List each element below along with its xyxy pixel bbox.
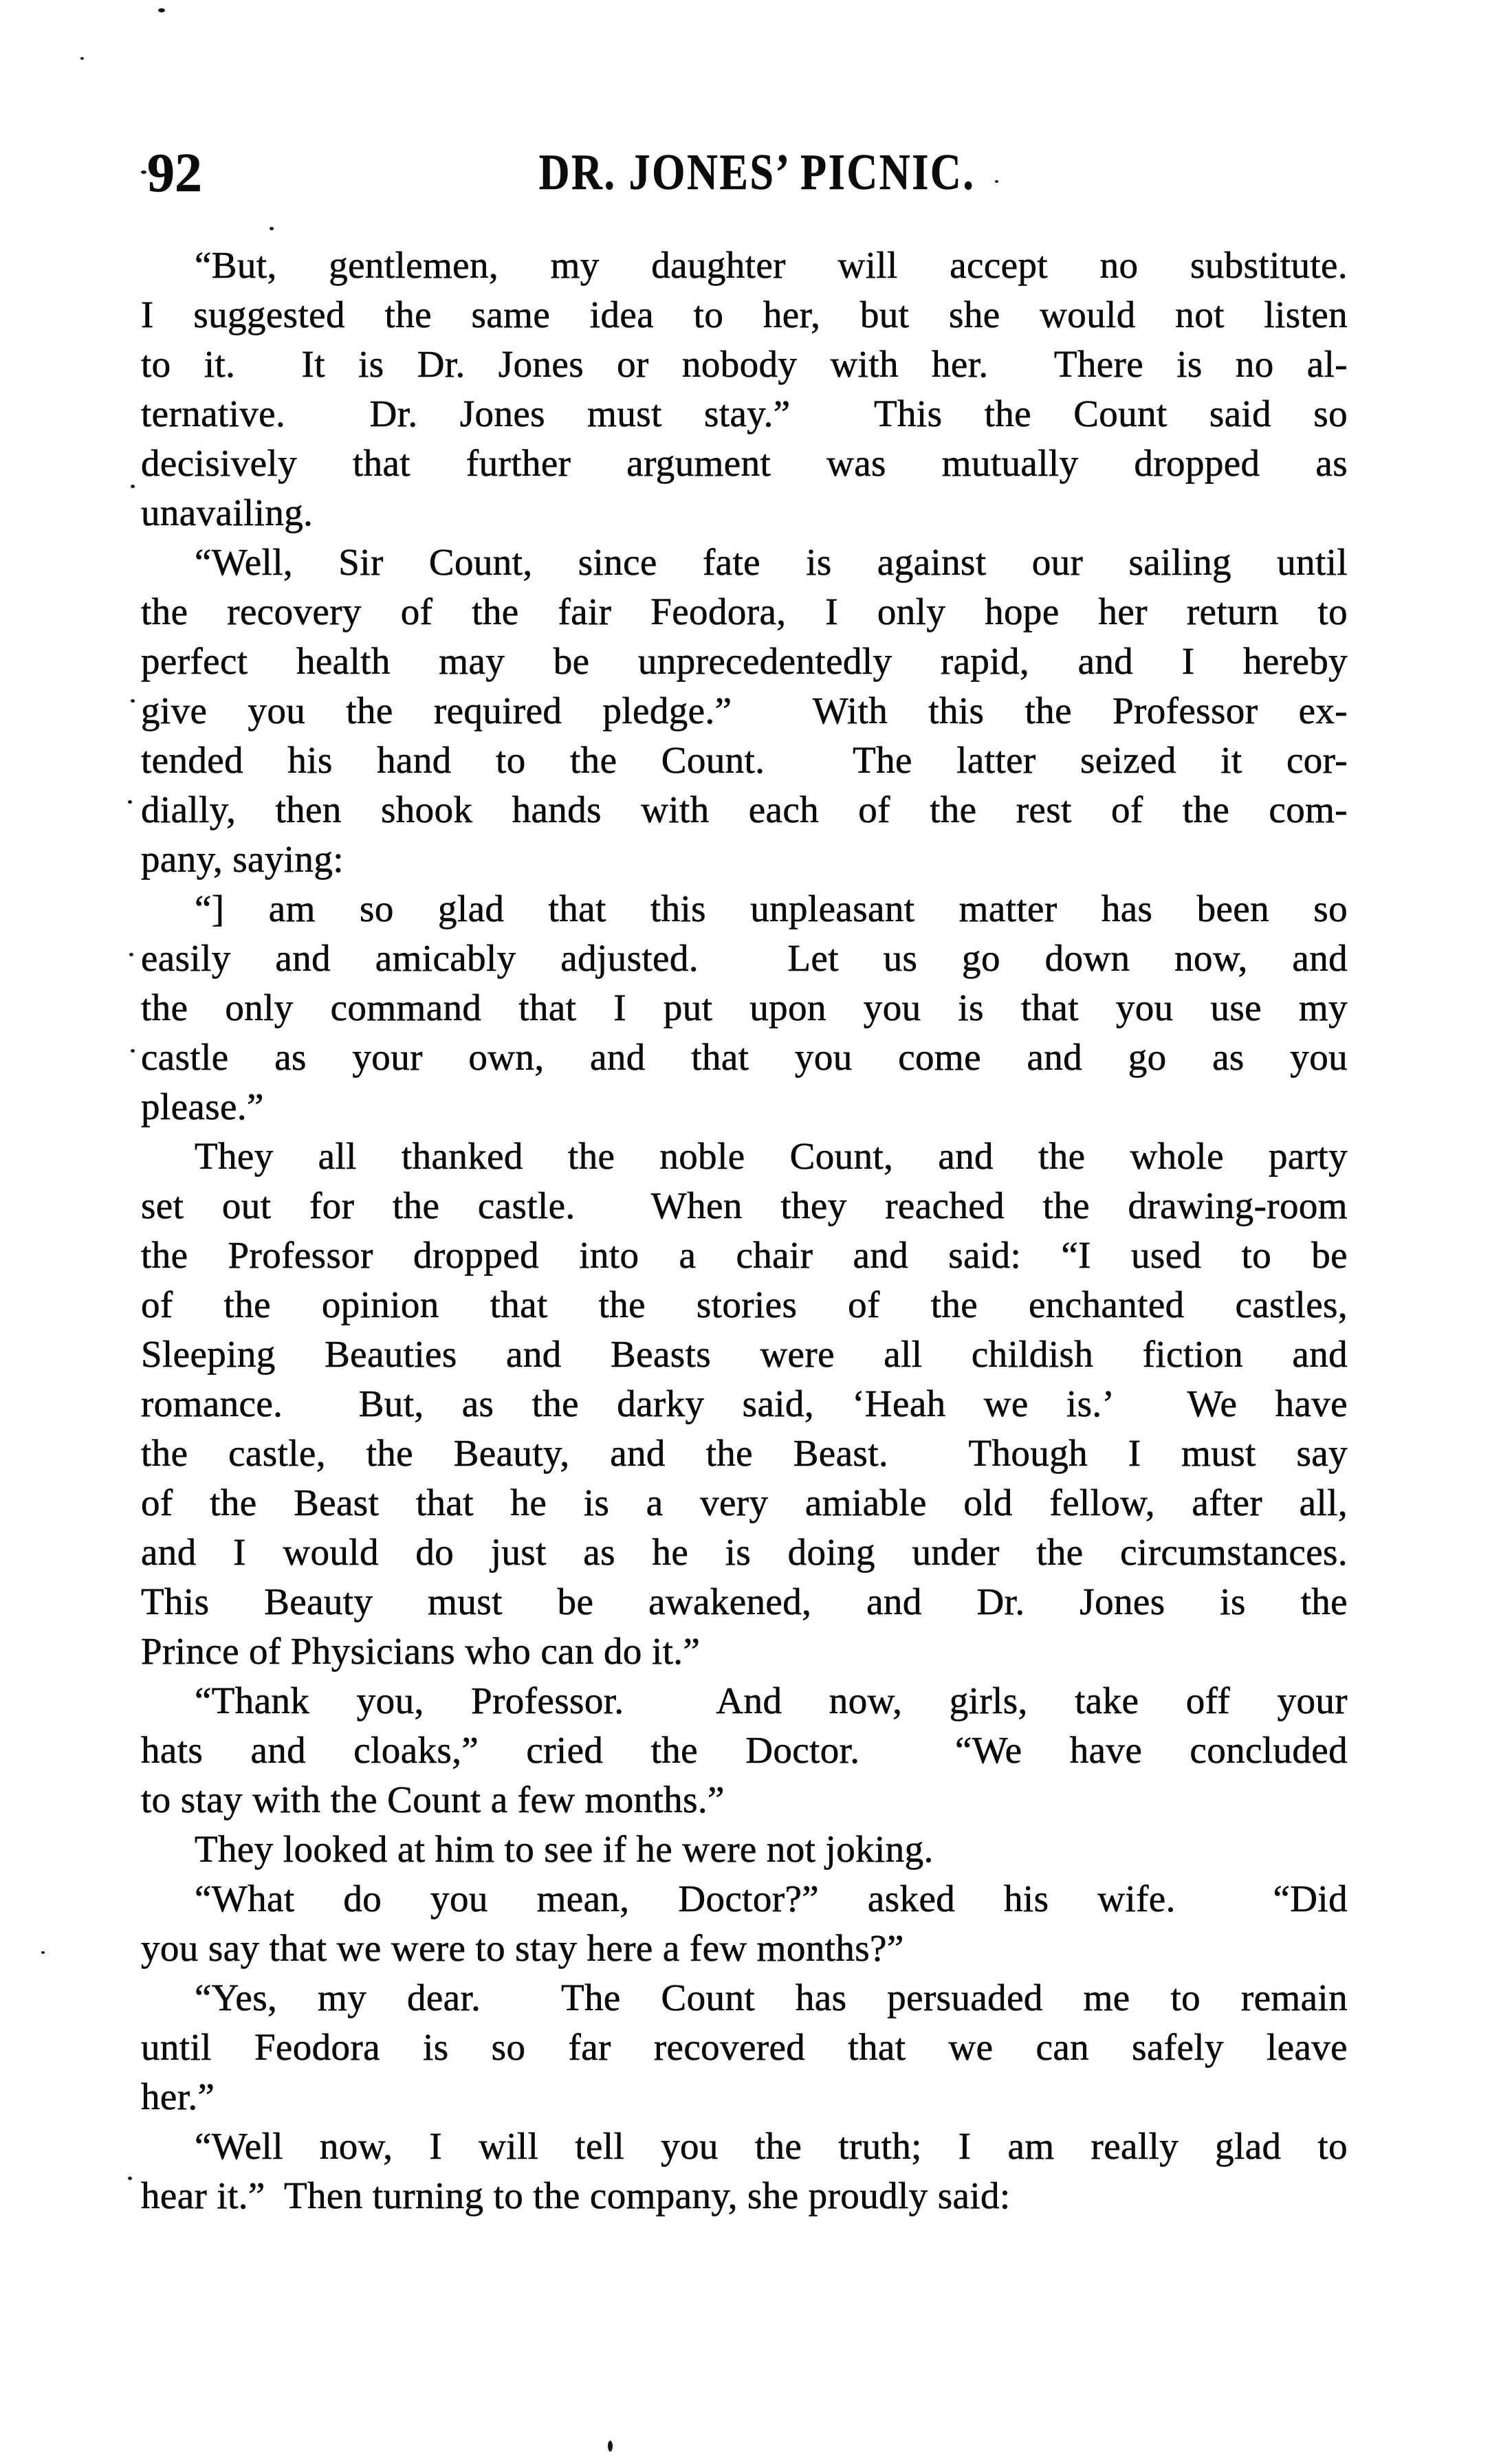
- text-line: “But, gentlemen, my daughter will accept no substitute.: [195, 244, 1348, 286]
- text-line: unavailing.: [141, 492, 314, 534]
- text-line: the recovery of the fair Feodora, I only hope her return to: [141, 591, 1348, 632]
- text-line: tended his hand to the Count. The latter seized it cor-: [141, 739, 1348, 781]
- text-line: I suggested the same idea to her, but she would not listen: [141, 294, 1348, 336]
- text-line: “What do you mean, Doctor?” asked his wife. “Did: [195, 1878, 1348, 1920]
- scan-speck: [128, 800, 132, 804]
- scan-speck: [141, 170, 146, 174]
- text-line: please.”: [141, 1086, 264, 1128]
- text-line: Sleeping Beauties and Beasts were all childish fiction and: [141, 1333, 1348, 1375]
- scan-speck: [270, 227, 274, 230]
- paragraph: [141, 1874, 1348, 1973]
- scan-speck: [995, 180, 998, 183]
- text-line: castle as your own, and that you come and go as you: [141, 1036, 1348, 1078]
- scan-speck: [131, 699, 135, 703]
- text-line: set out for the castle. When they reached the drawing-room: [141, 1185, 1348, 1226]
- scan-speck: [41, 1951, 45, 1954]
- paragraph: [141, 1132, 1348, 1676]
- text-line: give you the required pledge.” With this the Professor ex-: [141, 690, 1348, 732]
- text-line: dially, then shook hands with each of the rest of the com-: [141, 789, 1348, 830]
- text-line: “Well now, I will tell you the truth; I am really glad to: [195, 2125, 1348, 2167]
- text-line: her.”: [141, 2076, 215, 2118]
- text-line: This Beauty must be awakened, and Dr. Jones is the: [141, 1581, 1348, 1622]
- page-body-text: [141, 241, 1348, 2221]
- text-line: They all thanked the noble Count, and the whole party: [195, 1135, 1348, 1177]
- text-line: “Thank you, Professor. And now, girls, take off your: [195, 1680, 1348, 1722]
- text-line: “Yes, my dear. The Count has persuaded me to remain: [195, 1977, 1348, 2018]
- text-line: hats and cloaks,” cried the Doctor. “We have concluded: [141, 1729, 1348, 1771]
- text-line: until Feodora is so far recovered that we can safely leave: [141, 2026, 1348, 2068]
- paragraph: [141, 1676, 1348, 1825]
- text-line: Prince of Physicians who can do it.”: [141, 1630, 701, 1672]
- paragraph: [141, 884, 1348, 1132]
- scan-speck: [608, 2441, 613, 2452]
- text-line: of the opinion that the stories of the enchanted castles,: [141, 1284, 1348, 1326]
- text-line: decisively that further argument was mutually dropped as: [141, 442, 1348, 484]
- text-line: pany, saying:: [141, 838, 344, 880]
- text-line: the Professor dropped into a chair and said: “I used to be: [141, 1234, 1348, 1276]
- text-line: you say that we were to stay here a few months?”: [141, 1927, 904, 1969]
- scan-speck: [158, 8, 165, 12]
- text-line: romance. But, as the darky said, ‘Heah we is.’ We have: [141, 1383, 1348, 1424]
- text-line: the castle, the Beauty, and the Beast. Though I must say: [141, 1432, 1348, 1474]
- scan-speck: [129, 953, 133, 956]
- paragraph: [141, 2122, 1348, 2221]
- page-number: 92: [147, 143, 202, 204]
- text-line: hear it.” Then turning to the company, she proudly said:: [141, 2175, 1011, 2216]
- scan-speck: [131, 1049, 135, 1053]
- text-line: easily and amicably adjusted. Let us go down now, and: [141, 937, 1348, 979]
- paragraph: [141, 538, 1348, 884]
- text-line: ternative. Dr. Jones must stay.” This the Count said so: [141, 393, 1348, 434]
- paragraph: [141, 1973, 1348, 2122]
- text-line: to stay with the Count a few months.”: [141, 1779, 725, 1820]
- scan-speck: [128, 2177, 132, 2180]
- text-line: the only command that I put upon you is that you use my: [141, 987, 1348, 1028]
- text-line: of the Beast that he is a very amiable old fellow, after all,: [141, 1482, 1348, 1524]
- text-line: They looked at him to see if he were not joking.: [195, 1828, 934, 1870]
- scan-speck: [80, 57, 84, 60]
- scan-speck: [131, 485, 135, 488]
- running-title: DR. JONES’ PICNIC.: [538, 144, 976, 201]
- text-line: and I would do just as he is doing under the circumstances.: [141, 1531, 1348, 1573]
- text-line: to it. It is Dr. Jones or nobody with her. There is no al-: [141, 343, 1348, 385]
- text-line: “Well, Sir Count, since fate is against our sailing until: [195, 541, 1348, 583]
- paragraph: [141, 241, 1348, 538]
- text-line: perfect health may be unprecedentedly rapid, and I hereby: [141, 640, 1348, 682]
- paragraph: [141, 1825, 1348, 1874]
- text-line: “] am so glad that this unpleasant matter has been so: [195, 888, 1348, 930]
